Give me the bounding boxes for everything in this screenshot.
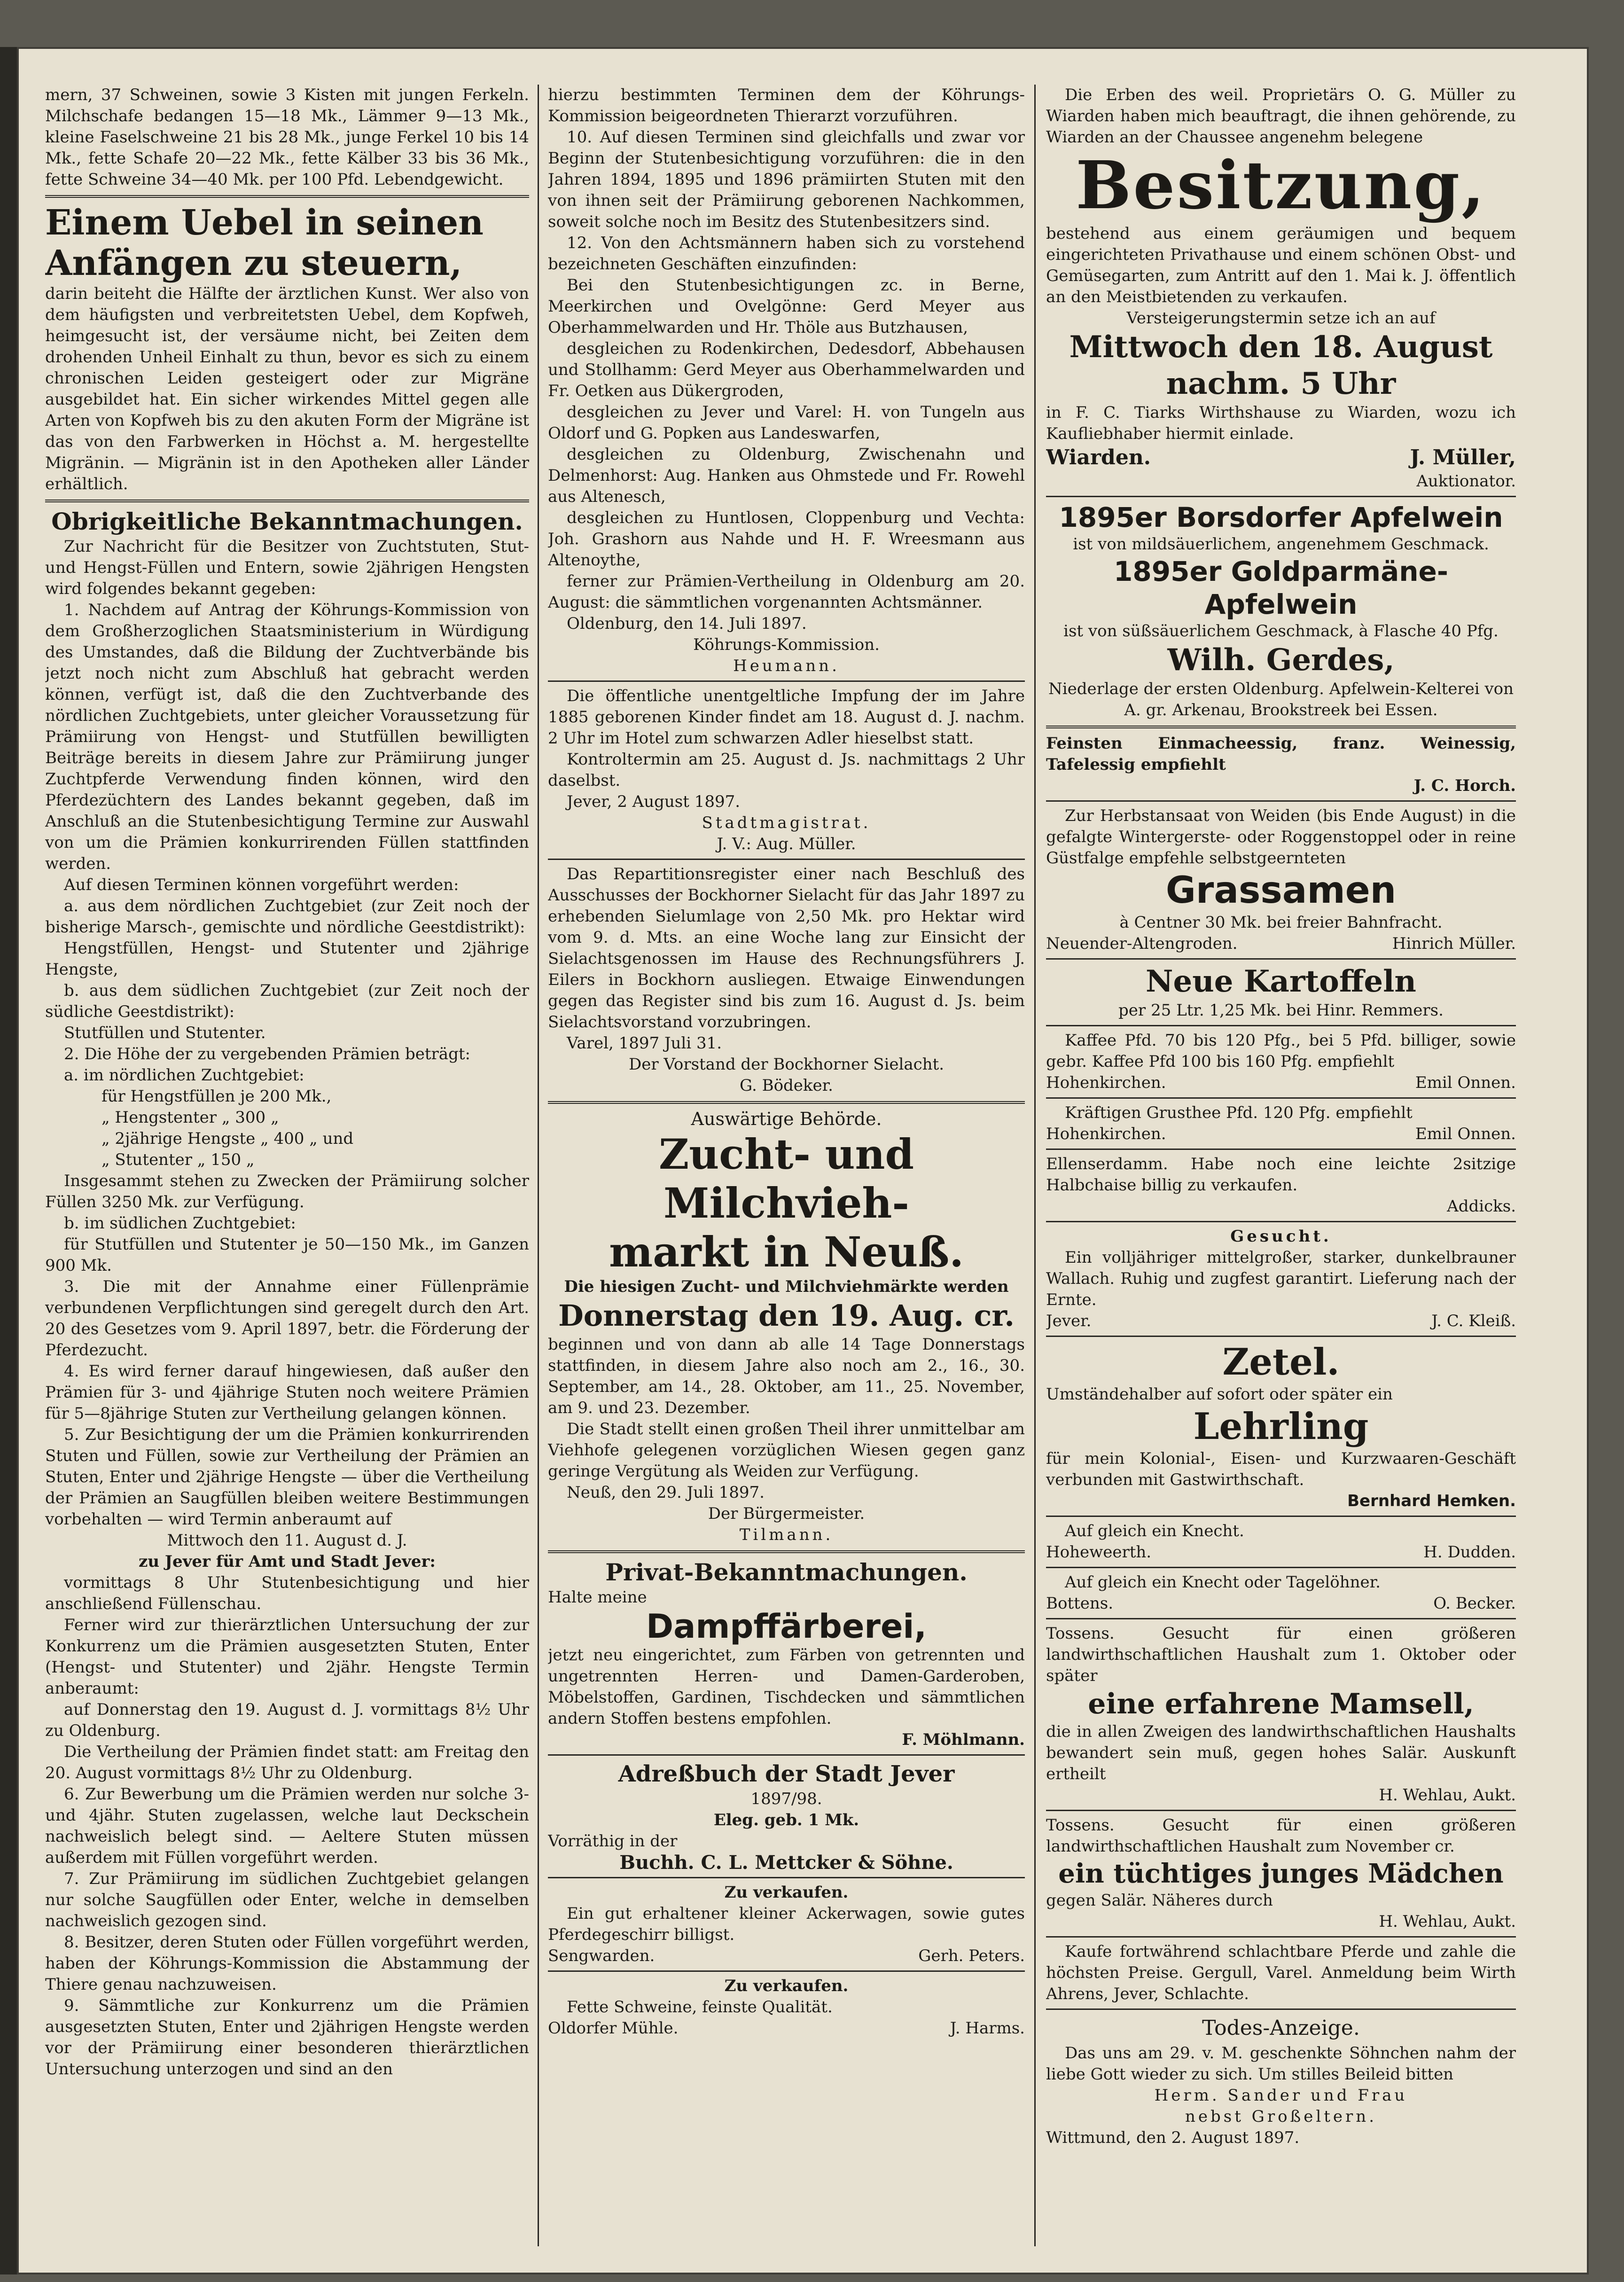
ad-signature: H. Wehlau, Aukt. (1379, 1912, 1516, 1931)
ad-signature: Hinrich Müller. (1392, 934, 1516, 953)
ad-place: Hoheweerth. (1046, 1543, 1152, 1562)
ad-signature-title: Auktionator. (1416, 472, 1516, 491)
divider (1046, 1936, 1516, 1938)
ad-signature: Emil Onnen. (1415, 1073, 1516, 1092)
notice-paragraph: b. im südlichen Zuchtgebiet: (64, 1214, 296, 1233)
notice-paragraph: Die Stadt stellt einen großen Theil ihrer unmittelbar am Viehhofe gelegenen vorzüglichen Wiesen gegen ganz geringe Vergütung als Weiden zur Verfügung. (548, 1420, 1025, 1481)
ad-text: à Centner 30 Mk. bei freier Bahnfracht. (1119, 913, 1443, 932)
ad-place: Hohenkirchen. (1046, 1073, 1166, 1092)
ad-text: ist von mildsäuerlichem, angenehmem Geschmack. (1073, 535, 1489, 554)
notice-paragraph: Bei den Stutenbesichtigungen zc. in Berne, Meerkirchen und Ovelgönne: Gerd Meyer aus Oberhammelwarden und Hr. Thöle aus Butzhausen, (548, 276, 1025, 337)
ad-footer (1046, 1072, 1516, 1094)
ad-headline: eine erfahrene Mamsell, (1088, 1688, 1474, 1720)
ad-date-headline: Mittwoch den 18. August (1069, 329, 1493, 365)
premium-row: „ 2jährige Hengste „ 400 „ und (102, 1129, 354, 1148)
ad-headline: Neue Kartoffeln (1146, 964, 1416, 999)
ad-text: Niederlage der ersten Oldenburg. Apfelwein-Kelterei von A. gr. Arkenau, Brookstreek bei Essen. (1048, 680, 1514, 719)
divider (1046, 726, 1516, 728)
notice-paragraph: Kontroltermin am 25. August d. Js. nachmittags 2 Uhr daselbst. (548, 750, 1025, 790)
ad-signature: F. Möhlmann. (902, 1730, 1025, 1749)
notice-paragraph: beginnen und von dann ab alle 14 Tage Donnerstags stattfinden, in diesem Jahre also noch am 2., 16., 30. September, am 14., 28. Oktober, am 11., 25. November, am 9. und 23. Dezember. (548, 1335, 1025, 1417)
notice-paragraph: Hengstfüllen, Hengst- und Stutenter und 2jährige Hengste, (45, 939, 529, 979)
ad-heading: Gesucht. (1230, 1227, 1332, 1246)
ad-headline: Grassamen (1165, 869, 1397, 912)
notice-date: Varel, 1897 Juli 31. (567, 1034, 722, 1053)
market-headline: Zucht- und Milchvieh- (658, 1130, 914, 1227)
uebel-text: darin beiteht die Hälfte der ärztlichen Kunst. Wer also von dem häufigsten und verbreitetsten Uebel, dem Kopfweh, heimgesucht ist, der versäume nicht, bei Zeiten dem drohenden Unheil Einhalt zu thun, bevor es sich zu einem chronischen Leiden gesteigert oder zur Migräne ausgebildet hat. Ein sicher wirkendes Mittel gegen alle Arten von Kopfweh bis zu den akuten Form der Migräne ist das von den Farbwerken in Höchst a. M. hergestellte Migränin. — Migränin ist in den Apotheken aller Länder erhältlich. (45, 284, 529, 493)
notice-signature: G. Bödeker. (740, 1076, 833, 1095)
divider (1046, 2008, 1516, 2010)
ad-price: Eleg. geb. 1 Mk. (713, 1811, 859, 1829)
section-heading-foreign: Auswärtige Behörde. (691, 1109, 882, 1129)
notice-paragraph: 10. Auf diesen Terminen sind gleichfalls und zwar vor Beginn der Stutenbesichtigung vorzuführen: die in den Jahren 1894, 1895 und 1896 prämiirten Stuten mit den von ihnen seit der Prämiirung geborenen Nachkommen, soweit solche noch im Besitz des Stutenbesitzers sind. (548, 128, 1025, 231)
notice-paragraph: Stutfüllen und Stutenter. (64, 1024, 266, 1042)
notice-paragraph: 12. Von den Achtsmännern haben sich zu vorstehend bezeichneten Geschäften einzufinden: (548, 234, 1025, 274)
ad-text: gegen Salär. Näheres durch (1046, 1891, 1273, 1910)
divider (548, 1877, 1025, 1878)
notice-paragraph: 2. Die Höhe der zu vergebenden Prämien beträgt: (64, 1045, 470, 1063)
ad-text: Auf gleich ein Knecht oder Tagelöhner. (1065, 1573, 1381, 1592)
notice-paragraph: 7. Zur Prämiirung im südlichen Zuchtgebiet gelangen nur solche Saugfüllen oder Enter, welche in demselben nachweislich gezogen sind. (45, 1869, 529, 1930)
ad-headline: Besitzung, (1076, 147, 1486, 224)
notice-paragraph: 4. Es wird ferner darauf hingewiesen, daß außer den Prämien für 3- und 4jährige Stuten noch weitere Prämien für 5—8jährige Stuten zur Vertheilung gelangen können. (45, 1362, 529, 1423)
ad-text: Ein volljähriger mittelgroßer, starker, dunkelbrauner Wallach. Ruhig und zugfest garantirt. Lieferung nach der Ernte. (1046, 1248, 1516, 1309)
ad-heading: Zu verkaufen. (724, 1977, 849, 1995)
ad-place: Neuender-Altengroden. (1046, 934, 1238, 953)
notice-paragraph: desgleichen zu Jever und Varel: H. von Tungeln aus Oldorf und G. Popken aus Landeswarfen, (548, 403, 1025, 443)
ad-signature: J. Harms. (950, 2019, 1025, 2038)
divider (1046, 1336, 1516, 1337)
section-heading-official: Obrigkeitliche Bekanntmachungen. (51, 508, 523, 535)
notice-authority: Stadtmagistrat. (702, 813, 871, 832)
ad-headline: 1895er Goldparmäne-Apfelwein (1114, 555, 1448, 620)
ad-footer (1046, 1124, 1516, 1145)
newspaper-page (17, 47, 1589, 2274)
notice-paragraph: a. aus dem nördlichen Zuchtgebiet (zur Zeit noch der bisherige Marsch-, gemischte und nördliche Geestdistrikt): (45, 897, 529, 937)
ad-text: 1897/98. (750, 1790, 822, 1808)
divider (548, 859, 1025, 860)
divider (1046, 958, 1516, 960)
obituary-signature: nebst Großeltern. (1185, 2107, 1377, 2126)
ad-place: Hohenkirchen. (1046, 1125, 1166, 1143)
divider (1046, 1149, 1516, 1150)
ad-signature: H. Dudden. (1423, 1543, 1516, 1562)
notice-paragraph: Zur Nachricht für die Besitzer von Zuchtstuten, Stut- und Hengst-Füllen und Entern, sowie 2jährigen Hengsten wird folgendes bekannt gegeben: (45, 537, 529, 598)
notice-paragraph: Insgesammt stehen zu Zwecken der Prämiirung solcher Füllen 3250 Mk. zur Verfügung. (45, 1172, 529, 1211)
ad-time-headline: nachm. 5 Uhr (1166, 366, 1396, 401)
divider (548, 680, 1025, 682)
ad-text: Fette Schweine, feinste Qualität. (567, 1998, 833, 2016)
column-rule (1034, 85, 1036, 2246)
column-1 (45, 85, 529, 2256)
premium-row: für Hengstfüllen je 200 Mk., (102, 1087, 332, 1106)
notice-paragraph: 5. Zur Besichtigung der um die Prämien konkurrirenden Stuten und Füllen, sowie zur Vertheilung der Prämien an Stuten, Enter und 2jährige Hengste — über die Vertheilung der Prämien an Saugfüllen bleiben weitere Bestimmungen vorbehalten — wird Termin anberaumt auf (45, 1425, 529, 1529)
notice-signature: J. V.: Aug. Müller. (717, 835, 856, 853)
ad-signature: Gerh. Peters. (918, 1946, 1025, 1965)
obituary-text: Das uns am 29. v. M. geschenkte Söhnchen nahm der liebe Gott wieder zu sich. Um stilles Beileid bitten (1046, 2044, 1516, 2084)
ad-text: für mein Kolonial-, Eisen- und Kurzwaaren-Geschäft verbunden mit Gastwirthschaft. (1046, 1449, 1516, 1489)
ad-text: Kaffee Pfd. 70 bis 120 Pfg., bei 5 Pfd. billiger, sowie gebr. Kaffee Pfd 100 bis 160 Pfg. empfiehlt (1046, 1031, 1516, 1071)
ad-text: Kaufe fortwährend schlachtbare Pferde und zahle die höchsten Preise. Gergull, Varel. Anmeldung beim Wirth Ahrens, Jever, Schlachte. (1046, 1942, 1516, 2003)
ad-text: Die Erben des weil. Proprietärs O. G. Müller zu Wiarden haben mich beauftragt, die ihnen gehörende, zu Wiarden an der Chaussee angenehm belegene (1046, 86, 1516, 147)
notice-paragraph: 8. Besitzer, deren Stuten oder Füllen vorgeführt werden, haben der Köhrungs-Kommission die Abstammung der Thiere genau nachzuweisen. (45, 1933, 529, 1994)
notice-paragraph: hierzu bestimmten Terminen dem der Köhrungs-Kommission beigeordneten Thierarzt vorzuführen. (548, 86, 1025, 125)
ad-text: jetzt neu eingerichtet, zum Färben von getrennten und ungetrennten Herren- und Damen-Garderoben, Möbelstoffen, Gardinen, Tischdecken und sämmtlichen andern Stoffen bestens empfohlen. (548, 1646, 1025, 1728)
ad-place: Bottens. (1046, 1594, 1114, 1613)
ad-signature: H. Wehlau, Aukt. (1379, 1786, 1516, 1805)
notice-paragraph: 6. Zur Bewerbung um die Prämien werden nur solche 3- und 4jähr. Stuten zugelassen, welche laut Deckschein nachweislich belegt sind. — Aeltere Stuten müssen außerdem mit Füllen vorgeführt werden. (45, 1785, 529, 1867)
notice-paragraph: desgleichen zu Oldenburg, Zwischenahn und Delmenhorst: Aug. Hanken aus Ohmstede und Fr. Rowehl aus Altenesch, (548, 445, 1025, 506)
notice-paragraph: 3. Die mit der Annahme einer Füllenprämie verbundenen Verpflichtungen sind geregelt durch den Art. 20 des Gesetzes vom 9. April 1897, betr. die Förderung der Pferdezucht. (45, 1277, 529, 1360)
book-gutter (0, 47, 17, 2274)
ad-footer (1046, 1542, 1516, 1563)
notice-paragraph: ferner zur Prämien-Vertheilung in Oldenburg am 20. August: die sämmtlichen vorgenannten Achtsmänner. (548, 572, 1025, 612)
notice-authority: Der Bürgermeister. (708, 1504, 865, 1523)
notice-paragraph: 9. Sämmtliche zur Konkurrenz um die Prämien ausgesetzten Stuten, Enter und 2jährigen Hengste werden vor der Prämiirung einer besonderen thierärztlichen Untersuchung unterzogen und sind an den (45, 1996, 529, 2079)
notice-signature: Tilmann. (739, 1525, 834, 1544)
ad-footer (1046, 933, 1516, 954)
ad-signature: J. C. Kleiß. (1431, 1312, 1516, 1330)
ad-headline: Lehrling (1193, 1405, 1369, 1448)
ad-signature: J. Müller, (1410, 445, 1516, 469)
notice-location: zu Jever für Amt und Stadt Jever: (139, 1552, 436, 1571)
ad-text: Ein gut erhaltener kleiner Ackerwagen, sowie gutes Pferdegeschirr billigst. (548, 1904, 1025, 1944)
obituary-heading: Todes-Anzeige. (1202, 2016, 1360, 2040)
ad-signature: J. C. Horch. (1413, 776, 1516, 795)
ad-place: Sengwarden. (548, 1946, 655, 1965)
ad-place: Jever. (1046, 1312, 1092, 1330)
divider (1046, 1025, 1516, 1026)
column-rule (538, 85, 539, 2246)
market-report-text: mern, 37 Schweinen, sowie 3 Kisten mit jungen Ferkeln. Milchschafe bedangen 15—18 Mk., Lämmer 9—13 Mk., kleine Faselschweine 21 bis 28 Mk., junge Ferkel 10 bis 14 Mk., fette Schafe 20—22 Mk., fette Kälber 33 bis 36 Mk., fette Schweine 34—40 Mk. per 100 Pfd. Lebendgewicht. (45, 86, 529, 189)
ad-heading: Zu verkaufen. (724, 1883, 849, 1902)
divider (1046, 1097, 1516, 1099)
column-2 (548, 85, 1025, 2256)
notice-paragraph: Ferner wird zur thierärztlichen Untersuchung der zur Konkurrenz um die Prämien ausgesetzten Stuten, Enter (Hengst- und Stutenter) und 2jähr. Hengste Termin anberaumt: (45, 1616, 529, 1698)
notice-paragraph: desgleichen zu Huntlosen, Cloppenburg und Vechta: Joh. Grashorn aus Nahde und H. F. Wreesmann aus Altenoythe, (548, 508, 1025, 570)
ad-headline: ein tüchtiges junges Mädchen (1058, 1858, 1504, 1889)
notice-paragraph: Auf diesen Terminen können vorgeführt werden: (64, 875, 459, 894)
market-headline: markt in Neuß. (609, 1227, 964, 1276)
divider (548, 1101, 1025, 1104)
ad-signature: Emil Onnen. (1415, 1125, 1516, 1143)
ad-text: Tossens. Gesucht für einen größeren landwirthschaftlichen Haushalt zum November cr. (1046, 1816, 1516, 1856)
ad-text: in F. C. Tiarks Wirthshause zu Wiarden, wozu ich Kaufliebhaber hiermit einlade. (1046, 403, 1516, 443)
ad-text: bestehend aus einem geräumigen und bequem eingerichteten Privathause und einem schönen Obst- und Gemüsegarten, zum Antritt auf den 1. Mai k. J. öffentlich an den Meistbietenden zu verkaufen. (1046, 224, 1516, 306)
notice-paragraph: vormittags 8 Uhr Stutenbesichtigung und hier anschließend Füllenschau. (45, 1573, 529, 1613)
ad-text: Auf gleich ein Knecht. (1065, 1522, 1244, 1540)
ad-footer (1046, 1593, 1516, 1614)
ad-headline: Zetel. (1222, 1341, 1340, 1383)
notice-paragraph: für Stutfüllen und Stutenter je 50—150 Mk., im Ganzen 900 Mk. (45, 1235, 529, 1275)
notice-authority: Der Vorstand der Bockhorner Sielacht. (628, 1055, 945, 1074)
divider (548, 1970, 1025, 1972)
divider (1046, 1810, 1516, 1811)
ad-signature: Bernhard Hemken. (1347, 1492, 1516, 1510)
ad-headline: Adreßbuch der Stadt Jever (618, 1761, 955, 1787)
divider (1046, 1221, 1516, 1222)
ad-headline: Wilh. Gerdes, (1167, 642, 1395, 678)
ad-footer (548, 2018, 1025, 2039)
market-date-headline: Donnerstag den 19. Aug. cr. (558, 1298, 1015, 1333)
divider (1046, 1516, 1516, 1517)
premium-row: „ Hengstenter „ 300 „ (102, 1108, 279, 1127)
divider (1046, 1618, 1516, 1619)
ad-text: Zur Herbstansaat von Weiden (bis Ende August) in die gefalgte Wintergerste- oder Roggenstoppel oder in reine Güstfalge empfehle selbstgeernteten (1046, 806, 1516, 867)
obituary-date: Wittmund, den 2. August 1897. (1046, 2128, 1300, 2147)
notice-paragraph: a. im nördlichen Zuchtgebiet: (64, 1066, 304, 1085)
section-heading-private: Privat-Bekanntmachungen. (605, 1558, 968, 1586)
uebel-headline: Einem Uebel in seinen Anfängen zu steuern, (45, 203, 484, 283)
notice-authority: Köhrungs-Kommission. (693, 635, 880, 654)
ad-text: die in allen Zweigen des landwirthschaftlichen Haushalts bewandert sein muß, gegen hohes Salär. Auskunft ertheilt (1046, 1722, 1516, 1783)
notice-paragraph: 1. Nachdem auf Antrag der Köhrungs-Kommission von dem Großherzoglichen Staatsministerium in Würdigung des Umstandes, daß die Bildung der Zuchtverbände bis jetzt noch nicht zum Abschluß hat gebracht werden können, verfügt ist, daß die den Zuchtverbande des nördlichen Zuchtgebiets, unter gleicher Voraussetzung für Prämiirung von Hengst- und Stutfüllen bewilligten Beiträge bereits in diesem Jahre zur Prämiirung junger Zuchtpferde Verwendung finden können, wird den Pferdezüchtern des Landes bekannt gegeben, daß im Anschluß an die Stutenbesichtigung Termine zur Auswahl von um die Prämien konkurrirenden Füllen stattfinden werden. (45, 601, 529, 873)
ad-text: ist von süßsäuerlichem Geschmack, à Flasche 40 Pfg. (1063, 622, 1499, 641)
obituary-signature: Herm. Sander und Frau (1154, 2086, 1408, 2105)
ad-text: Halte meine (548, 1588, 647, 1607)
ad-place: Oldorfer Mühle. (548, 2019, 679, 2038)
notice-date: Jever, 2 August 1897. (567, 792, 741, 811)
notice-date: Oldenburg, den 14. Juli 1897. (567, 614, 807, 633)
notice-paragraph: Die öffentliche unentgeltliche Impfung der im Jahre 1885 geborenen Kinder findet am 18. August d. J. nachm. 2 Uhr im Hotel zum schwarzen Adler hieselbst statt. (548, 687, 1025, 748)
ad-signature: Addicks. (1447, 1197, 1516, 1216)
ad-place: Wiarden. (1046, 445, 1151, 469)
divider (45, 195, 529, 198)
divider (1046, 1567, 1516, 1568)
ad-text: Versteigerungstermin setze ich an auf (1126, 309, 1436, 328)
ad-footer (1046, 1311, 1516, 1332)
notice-signature: Heumann. (733, 656, 840, 675)
notice-date: Mittwoch den 11. August d. J. (167, 1531, 407, 1550)
notice-paragraph: auf Donnerstag den 19. August d. J. vormittags 8½ Uhr zu Oldenburg. (45, 1700, 529, 1740)
ad-signature: O. Becker. (1433, 1594, 1516, 1613)
column-3 (1046, 85, 1516, 2256)
notice-date: Neuß, den 29. Juli 1897. (567, 1483, 765, 1502)
ad-text: Tossens. Gesucht für einen größeren landwirthschaftlichen Haushalt zum 1. Oktober oder später (1046, 1624, 1516, 1685)
ad-footer (548, 1946, 1025, 1967)
ad-text: Ellenserdamm. Habe noch eine leichte 2sitzige Halbchaise billig zu verkaufen. (1046, 1155, 1516, 1195)
divider (548, 1754, 1025, 1756)
ad-signature: Buchh. C. L. Mettcker & Söhne. (619, 1852, 953, 1874)
notice-paragraph: Die Vertheilung der Prämien findet statt: am Freitag den 20. August vormittags 8½ Uhr zu Oldenburg. (45, 1743, 529, 1782)
divider (548, 1550, 1025, 1553)
premium-row: „ Stutenter „ 150 „ (102, 1150, 255, 1169)
ad-headline: 1895er Borsdorfer Apfelwein (1059, 501, 1503, 533)
ad-text: Umständehalber auf sofort oder später ein (1046, 1385, 1393, 1404)
ad-text: Feinsten Einmacheessig, franz. Weinessig, Tafelessig empfiehlt (1046, 734, 1516, 774)
ad-footer (1046, 445, 1516, 471)
ad-text: per 25 Ltr. 1,25 Mk. bei Hinr. Remmers. (1118, 1001, 1444, 1020)
ad-text: Vorräthig in der (548, 1832, 678, 1851)
notice-paragraph: desgleichen zu Rodenkirchen, Dedesdorf, Abbehausen und Stollhamm: Gerd Meyer aus Oberhammelwarden und Fr. Oetken aus Dükergroden, (548, 339, 1025, 400)
divider (45, 500, 529, 502)
ad-headline: Dampffärberei, (646, 1607, 927, 1646)
notice-paragraph: Die hiesigen Zucht- und Milchviehmärkte werden (564, 1277, 1009, 1296)
notice-paragraph: Das Repartitionsregister einer nach Beschluß des Ausschusses der Bockhorner Sielacht für das Jahr 1897 zu erhebenden Sielumlage von 2,50 Mk. pro Hektar wird vom 9. d. Mts. an eine Woche lang zur Einsicht der Sielachtsgenossen im Hause des Rechnungsführers J. Eilers in Bockhorn ausliegen. Etwaige Einwendungen gegen das Register sind bis zum 16. August d. Js. beim Sielachtsvorstand vorzubringen. (548, 865, 1025, 1032)
divider (1046, 800, 1516, 802)
ad-text: Kräftigen Grusthee Pfd. 120 Pfg. empfiehlt (1065, 1103, 1413, 1122)
notice-paragraph: b. aus dem südlichen Zuchtgebiet (zur Zeit noch der südliche Geestdistrikt): (45, 981, 529, 1021)
divider (1046, 496, 1516, 497)
